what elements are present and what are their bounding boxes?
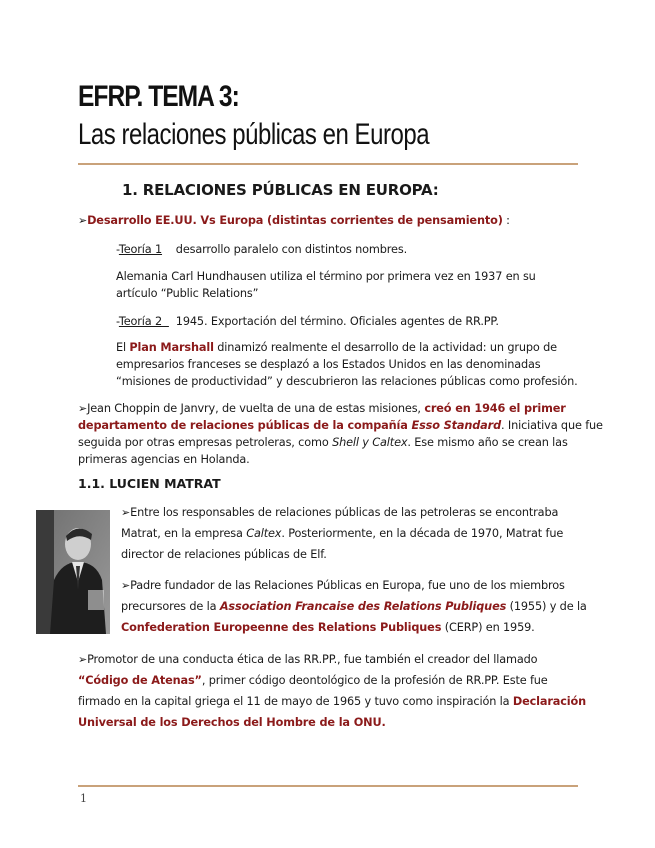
matrat-p1-line-2: Matrat, en la empresa Caltex. Posteriormente, en la década de 1970, Matrat fue [121, 527, 564, 540]
teoria-2: -Teoría 2 1945. Exportación del término. Oficiales agentes de RR.PP. [116, 315, 499, 328]
plan-marshall-line-1: El Plan Marshall dinamizó realmente el desarrollo de la actividad: un grupo de [116, 341, 557, 354]
matrat-p2-line-2: precursores de la Association Francaise des Relations Publiques (1955) y de la [121, 600, 587, 613]
matrat-p3-line-3: firmado en la capital griega el 11 de mayo de 1965 y tuvo como inspiración la Declaración [78, 695, 587, 708]
footer-divider [78, 785, 578, 787]
section-heading: 1. RELACIONES PÚBLICAS EN EUROPA: [122, 181, 439, 199]
matrat-p1-line-1: ➢Entre los responsables de relaciones públicas de las petroleras se encontraba [121, 506, 559, 519]
matrat-p3-line-4: Universal de los Derechos del Hombre de la ONU. [78, 716, 386, 729]
page-title: EFRP. TEMA 3: [78, 80, 239, 113]
arrow-bullet-icon: ➢ [78, 402, 88, 415]
portrait-image-icon [36, 510, 110, 634]
arrow-bullet-icon: ➢ [78, 214, 88, 227]
portrait-photo [36, 510, 110, 634]
choppin-line-1: ➢Jean Choppin de Janvry, de vuelta de una de estas misiones, creó en 1946 el primer [78, 402, 566, 415]
title-divider [78, 163, 578, 165]
alemania-line-1: Alemania Carl Hundhausen utiliza el término por primera vez en 1937 en su [116, 270, 536, 283]
matrat-p1-line-3: director de relaciones públicas de Elf. [121, 548, 327, 561]
arrow-bullet-icon: ➢ [121, 506, 131, 519]
choppin-line-3: seguida por otras empresas petroleras, como Shell y Caltex. Ese mismo año se crean las [78, 436, 568, 449]
choppin-line-4: primeras agencias en Holanda. [78, 453, 250, 466]
subsection-heading: 1.1. LUCIEN MATRAT [78, 476, 221, 491]
page-number: 1 [80, 792, 87, 805]
alemania-line-2: artículo “Public Relations” [116, 287, 259, 300]
plan-marshall-line-3: “misiones de productividad” y descubrieron las relaciones públicas como profesión. [116, 375, 578, 388]
arrow-bullet-icon: ➢ [121, 579, 131, 592]
matrat-p3-line-1: ➢Promotor de una conducta ética de las RR.PP., fue también el creador del llamado [78, 653, 538, 666]
matrat-p2-line-3: Confederation Europeenne des Relations Publiques (CERP) en 1959. [121, 621, 535, 634]
page-subtitle: Las relaciones públicas en Europa [78, 118, 430, 151]
bullet-desarrollo: ➢Desarrollo EE.UU. Vs Europa (distintas corrientes de pensamiento) : [78, 214, 510, 227]
plan-marshall-line-2: empresarios franceses se desplazó a los Estados Unidos en las denominadas [116, 358, 541, 371]
matrat-p2-line-1: ➢Padre fundador de las Relaciones Públicas en Europa, fue uno de los miembros [121, 579, 565, 592]
matrat-p3-line-2: “Código de Atenas”, primer código deontológico de la profesión de RR.PP. Este fue [78, 674, 548, 687]
choppin-line-2: departamento de relaciones públicas de la compañía Esso Standard. Iniciativa que fue [78, 419, 603, 432]
teoria-1: -Teoría 1 desarrollo paralelo con distintos nombres. [116, 243, 408, 256]
arrow-bullet-icon: ➢ [78, 653, 88, 666]
